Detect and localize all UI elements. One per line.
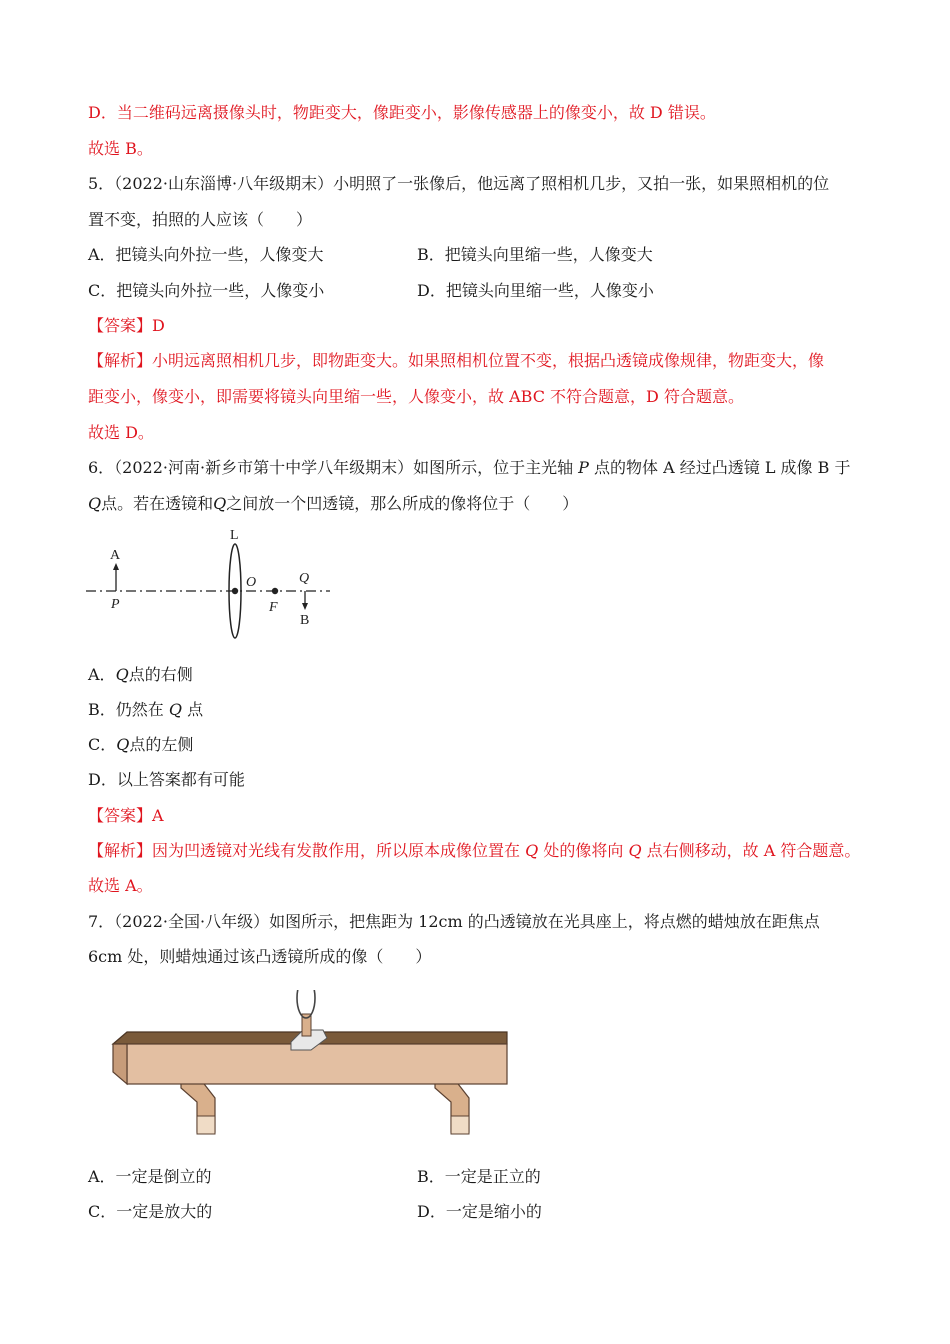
q6-var-p: P — [578, 458, 589, 477]
q5-option-b: B．把镜头向里缩一些，人像变大 — [417, 245, 653, 264]
q6-option-b-text: 点 — [187, 700, 204, 719]
label-b: B — [300, 613, 310, 628]
q6-analysis-part3: 点右侧移动，故 A 符合题意。 — [646, 841, 861, 860]
bench-side — [113, 1044, 127, 1084]
q6-analysis-part2: 处的像将向 — [543, 841, 624, 860]
q7-optical-bench — [105, 990, 515, 1140]
prev-conclusion: 故选 B。 — [88, 139, 153, 158]
q6-stem-line2 — [88, 493, 578, 515]
label-l: L — [230, 528, 239, 543]
q7-option-d: D．一定是缩小的 — [417, 1202, 542, 1221]
q5-stem-line1: 5．（2022·山东淄博·八年级期末）小明照了一张像后，他远离了照相机几步，又拍一张，如果照相机的位 — [88, 174, 830, 193]
q6-option-b — [88, 699, 203, 721]
q7-option-c: C．一定是放大的 — [88, 1202, 213, 1221]
q7-option-a: A．一定是倒立的 — [88, 1167, 212, 1186]
q5-answer: 【答案】D — [88, 316, 165, 335]
q7-stem-line2: 6cm 处，则蜡烛通过该凸透镜所成的像（ ） — [88, 947, 432, 966]
q6-option-b-prefix: B．仍然在 — [88, 700, 164, 719]
q6-stem-part3: 点。若在透镜和 — [101, 494, 214, 513]
label-o: O — [246, 575, 257, 590]
q5-conclusion: 故选 D。 — [88, 423, 154, 442]
q6-stem-line1 — [88, 457, 851, 479]
label-a: A — [110, 548, 121, 563]
q6-var-q-2: Q — [213, 494, 227, 513]
q6-analysis-var-q-2: Q — [628, 841, 642, 860]
object-arrowhead — [113, 563, 119, 570]
q6-option-b-var: Q — [168, 700, 182, 719]
q6-var-q: Q — [88, 494, 102, 513]
q5-option-a: A．把镜头向外拉一些，人像变大 — [88, 245, 324, 264]
label-p: P — [111, 597, 120, 612]
q6-option-c-prefix: C． — [88, 735, 117, 754]
q6-stem-part1: 6．（2022·河南·新乡市第十中学八年级期末）如图所示，位于主光轴 — [88, 458, 574, 477]
q6-option-a-prefix: A． — [88, 665, 116, 684]
q6-option-d: D．以上答案都有可能 — [88, 770, 245, 789]
q5-stem-line2: 置不变，拍照的人应该（ ） — [88, 210, 313, 229]
q6-conclusion: 故选 A。 — [88, 876, 153, 895]
q6-option-c-text: 点的左侧 — [129, 735, 194, 754]
q6-answer: 【答案】A — [88, 806, 164, 825]
label-q: Q — [299, 571, 310, 586]
q7-option-b: B．一定是正立的 — [417, 1167, 541, 1186]
q6-stem-part4: 之间放一个凹透镜，那么所成的像将位于（ ） — [226, 494, 579, 513]
q5-analysis-line1: 【解析】小明远离照相机几步，即物距变大。如果照相机位置不变，根据凸透镜成像规律，物距变大，像 — [88, 351, 825, 370]
q6-option-a — [88, 664, 193, 686]
focal-point — [272, 588, 278, 594]
q6-stem-part2: 点的物体 A 经过凸透镜 L 成像 B 于 — [594, 458, 851, 477]
prev-option-d-analysis: D．当二维码远离摄像头时，物距变大，像距变小，影像传感器上的像变小，故 D 错误。 — [88, 103, 716, 122]
bench-front — [127, 1044, 507, 1084]
q6-lens-diagram — [80, 522, 340, 642]
q7-stem-line1: 7．（2022·全国·八年级）如图所示，把焦距为 12cm 的凸透镜放在光具座上，将点燃的蜡烛放在距焦点 — [88, 912, 820, 931]
q6-analysis — [88, 840, 860, 862]
q6-option-c-var: Q — [116, 735, 130, 754]
q6-option-c — [88, 734, 193, 756]
bench-foot-right — [451, 1116, 469, 1134]
label-f: F — [269, 600, 278, 615]
q6-analysis-var-q: Q — [525, 841, 539, 860]
image-arrowhead — [302, 603, 308, 610]
q5-option-d: D．把镜头向里缩一些，人像变小 — [417, 281, 654, 300]
q6-analysis-part1: 【解析】因为凹透镜对光线有发散作用，所以原本成像位置在 — [88, 841, 521, 860]
q5-analysis-line2: 距变小，像变小，即需要将镜头向里缩一些，人像变小，故 ABC 不符合题意，D 符合题意。 — [88, 387, 744, 406]
q6-option-a-text: 点的右侧 — [128, 665, 193, 684]
optical-center — [232, 588, 238, 594]
q6-option-a-var: Q — [115, 665, 129, 684]
q5-option-c: C．把镜头向外拉一些，人像变小 — [88, 281, 325, 300]
bench-foot-left — [197, 1116, 215, 1134]
